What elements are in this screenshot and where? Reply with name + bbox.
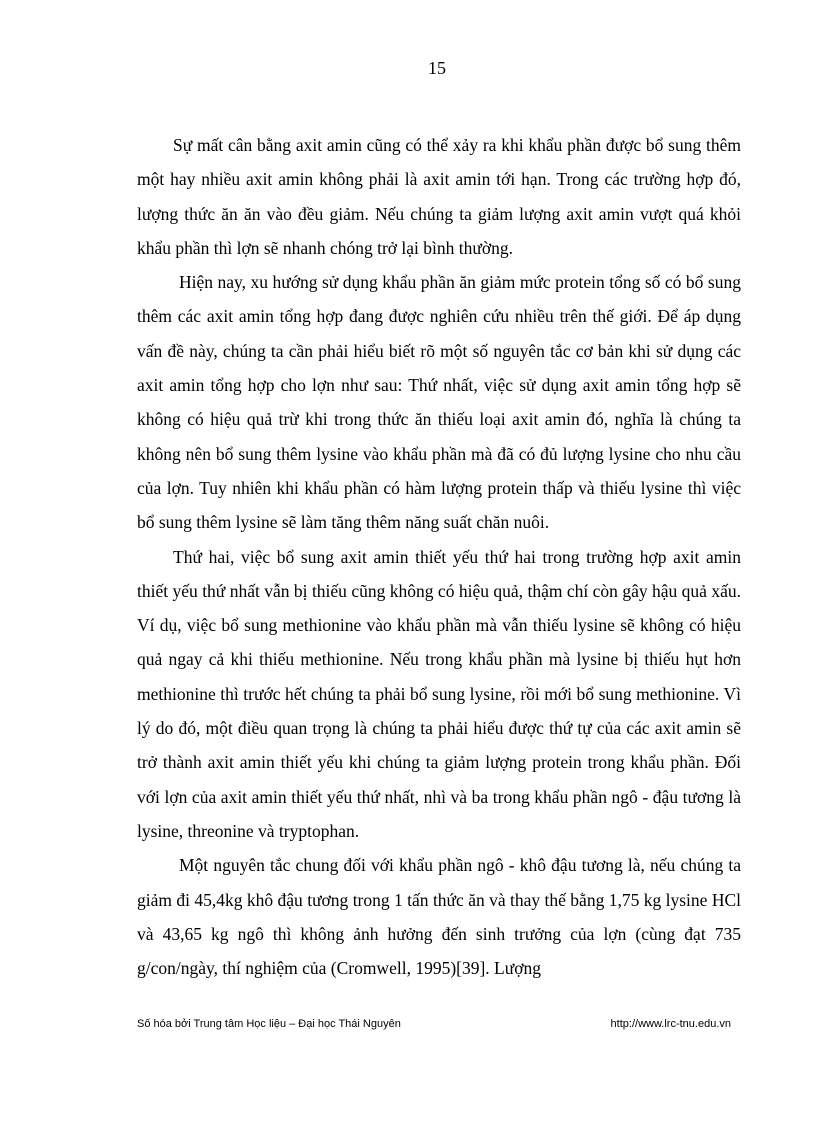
footer-source: Số hóa bởi Trung tâm Học liệu – Đại học Thái Nguyên: [137, 1018, 401, 1030]
paragraph-3: Thứ hai, việc bổ sung axit amin thiết yếu thứ hai trong trường hợp axit amin thiết yếu thứ nhất vẫn bị thiếu cũng không có hiệu quả, thậm chí còn gây hậu quả xấu. Ví dụ, việc bổ sung methionine vào khẩu phần mà vẫn thiếu lysine sẽ không có hiệu quả ngay cả khi thiếu methionine. Nếu trong khẩu phần mà lysine bị thiếu hụt hơn methionine thì trước hết chúng ta phải bổ sung lysine, rồi mới bổ sung methionine. Vì lý do đó, một điều quan trọng là chúng ta phải hiểu được thứ tự của các axit amin sẽ trở thành axit amin thiết yếu khi chúng ta giảm lượng protein trong khẩu phần. Đối với lợn của axit amin thiết yếu thứ nhất, nhì và ba trong khẩu phần ngô - đậu tương là lysine, threonine và tryptophan.: [137, 546, 741, 841]
footer-url: http://www.lrc-tnu.edu.vn: [610, 1018, 731, 1030]
paragraph-4: Một nguyên tắc chung đối với khẩu phần ngô - khô đậu tương là, nếu chúng ta giảm đi 45,4kg khô đậu tương trong 1 tấn thức ăn và thay thế bằng 1,75 kg lysine HCl và 43,65 kg ngô thì không ảnh hưởng đến sinh trưởng của lợn (cùng đạt 735 g/con/ngày, thí nghiệm của (Cromwell, 1995)[39]. Lượng: [137, 855, 741, 979]
paragraph-2: Hiện nay, xu hướng sử dụng khẩu phần ăn giảm mức protein tổng số có bổ sung thêm các axit amin tổng hợp đang được nghiên cứu nhiều trên thế giới. Để áp dụng vấn đề này, chúng ta cần phải hiểu biết rõ một số nguyên tắc cơ bản khi sử dụng các axit amin tổng hợp cho lợn như sau: Thứ nhất, việc sử dụng axit amin tổng hợp sẽ không có hiệu quả trừ khi trong thức ăn thiếu loại axit amin đó, nghĩa là chúng ta không nên bổ sung thêm lysine vào khẩu phần mà đã có đủ lượng lysine cho nhu cầu của lợn. Tuy nhiên khi khẩu phần có hàm lượng protein thấp và thiếu lysine thì việc bổ sung thêm lysine sẽ làm tăng thêm năng suất chăn nuôi.: [137, 272, 741, 533]
paragraph-1: Sự mất cân bằng axit amin cũng có thể xảy ra khi khẩu phần được bổ sung thêm một hay nhiều axit amin không phải là axit amin tới hạn. Trong các trường hợp đó, lượng thức ăn ăn vào đều giảm. Nếu chúng ta giảm lượng axit amin vượt quá khỏi khẩu phần thì lợn sẽ nhanh chóng trở lại bình thường.: [137, 135, 741, 258]
body-text: [137, 128, 741, 985]
page-number: 15: [428, 58, 446, 78]
page-footer: [137, 1018, 741, 1030]
